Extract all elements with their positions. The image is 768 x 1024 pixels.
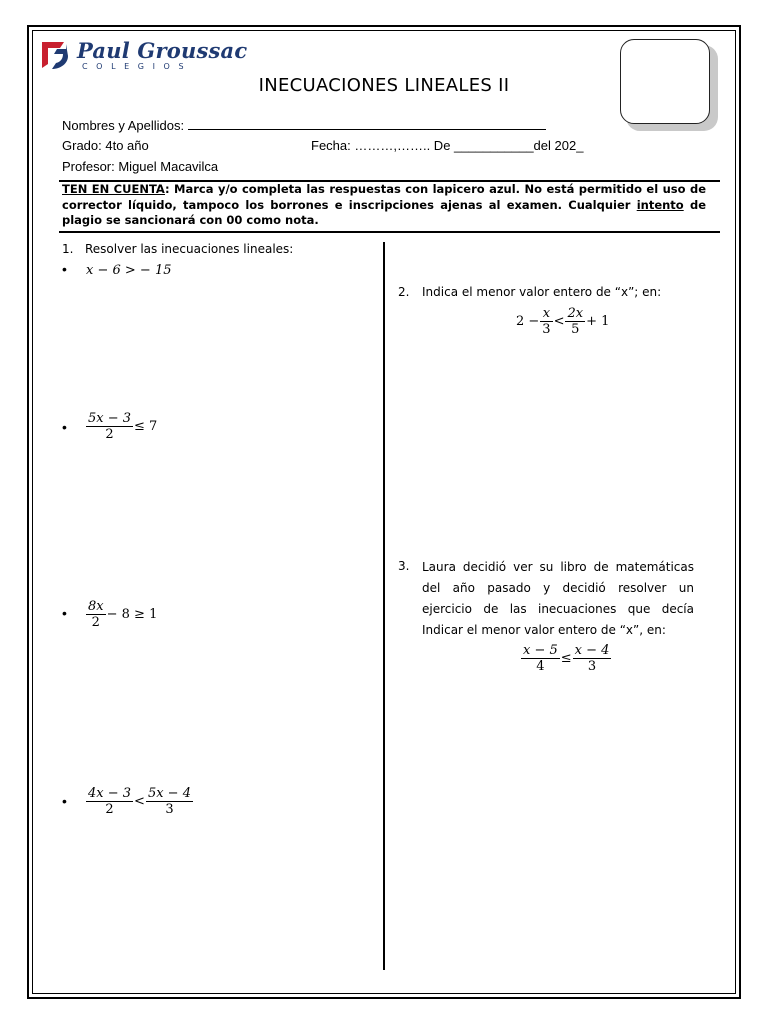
bullet-icon: • [62,605,67,621]
q1-d-numerator-2: 5x − 4 [147,786,191,801]
q1-number: 1. [62,242,74,256]
q3-numerator-2: x − 4 [574,643,610,658]
q1-item-b [85,411,157,442]
logo-emblem-icon [38,36,72,72]
q1-d-numerator-1: 4x − 3 [88,786,132,801]
q1-c-rhs: − 8 ≥ 1 [106,607,158,622]
q1-d-denominator-1: 2 [105,802,114,817]
q2-operator: < [553,314,565,329]
q1-d-operator: < [134,794,145,809]
q2-pre: 2 − [516,314,540,329]
notice-text [62,182,706,229]
q3-denominator-2: 3 [587,659,597,674]
column-divider [383,242,385,970]
notice-part1: : Marca y/o completa las respuestas con lapicero azul. No está permitido el uso de corrector líquido, tampoco los borrones e inscripciones ajenas al examen. Cualquier [62,182,706,212]
q2-text: Indica el menor valor entero de “x”; en: [422,285,662,299]
grade-label: Grado: 4to año [62,138,149,153]
bullet-icon: • [62,261,67,277]
q3-operator: ≤ [560,651,572,666]
q2-number: 2. [398,285,410,299]
notice-underlined-word: intento [636,197,684,212]
q1-item-c [85,599,157,630]
logo-subtitle: COLEGIOS [82,62,193,71]
q3-expression [520,643,612,674]
date-label[interactable]: Fecha: ………,…….. De ___________del 202_ [311,138,584,153]
notice-heading: TEN EN CUENTA [62,182,166,196]
bullet-icon: • [62,419,67,435]
q1-b-denominator: 2 [105,427,114,442]
bullet-icon: • [62,793,67,809]
q1-item-a: x − 6 > − 15 [86,263,172,278]
q1-b-numerator: 5x − 3 [88,411,132,426]
q1-d-denominator-2: 3 [165,802,174,817]
q2-numerator-2: 2x [567,306,584,321]
q1-c-numerator: 8x [88,599,104,614]
q1-item-d [85,786,194,817]
q2-denominator-2: 5 [571,322,580,337]
q3-number: 3. [398,559,410,573]
q3-text: Laura decidió ver su libro de matemáticas del año pasado y decidió resolver un ejercicio de las inecuaciones que decía Indicar el menor valor entero de “x”, en: [422,560,694,637]
school-logo [38,36,248,76]
name-line[interactable] [188,117,546,130]
q3-numerator-1: x − 5 [523,643,558,658]
q2-post: + 1 [586,314,610,329]
q1-text: Resolver las inecuaciones lineales: [85,242,294,256]
logo-wordmark: Paul Groussac [77,38,248,63]
name-field[interactable] [62,117,546,133]
teacher-label: Profesor: Miguel Macavilca [62,159,219,174]
q2-numerator-1: x [540,306,552,322]
q2-denominator-1: 3 [542,322,551,337]
q3-denominator-1: 4 [536,659,545,674]
name-label: Nombres y Apellidos: [62,118,185,133]
notice-part2: de plagio se sancionará con 00 como nota. [62,197,706,227]
q2-expression [516,306,609,337]
notice-bottom-rule [59,231,720,233]
q1-c-denominator: 2 [91,615,100,630]
page-title: INECUACIONES LINEALES II [258,75,510,96]
q1-b-rhs: ≤ 7 [134,419,158,434]
